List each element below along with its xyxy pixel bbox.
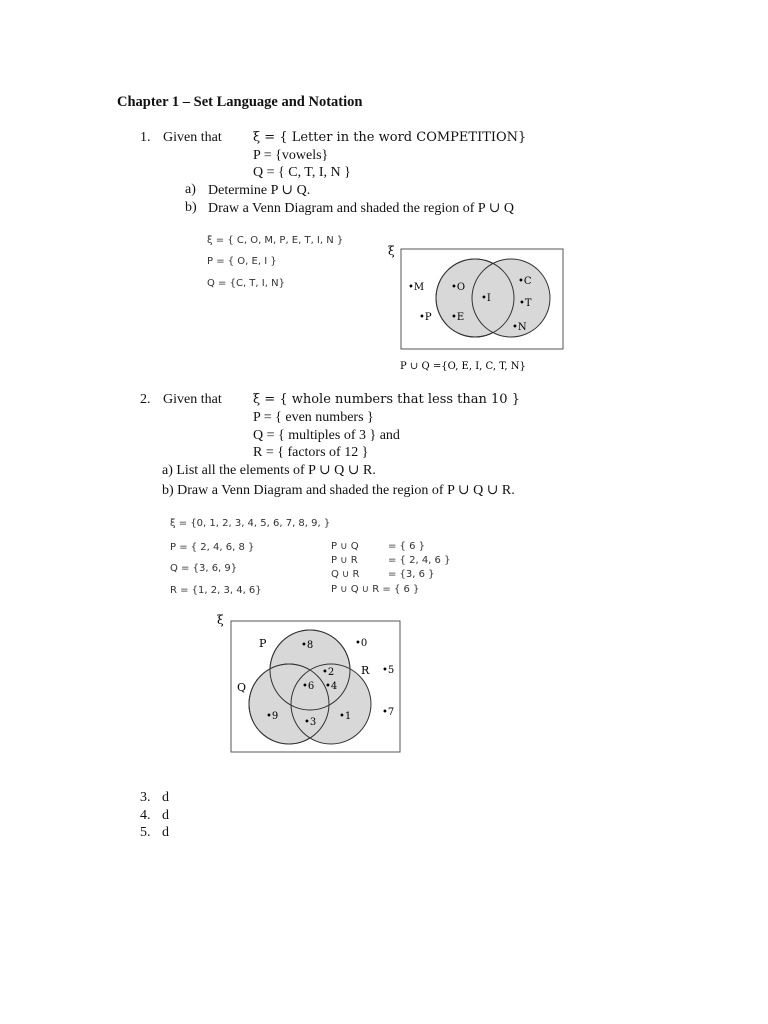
- page-title: Chapter 1 – Set Language and Notation: [117, 94, 363, 110]
- element-3: •3: [304, 717, 317, 728]
- working-set-p: P = { O, E, I }: [207, 256, 277, 267]
- element-8: •8: [301, 640, 314, 651]
- element-o: •O: [451, 282, 466, 293]
- question-number: 1.: [140, 130, 151, 145]
- part-a-text: a) List all the elements of P ∪ Q ∪ R.: [162, 463, 376, 478]
- item-number: 4.: [140, 808, 151, 823]
- universal-set-symbol: ξ: [217, 613, 224, 627]
- working-set-q: Q = {C, T, I, N}: [207, 278, 285, 289]
- set-q-label: Q: [237, 681, 247, 694]
- universal-set-definition: ξ = { Letter in the word COMPETITION}: [253, 130, 527, 145]
- union-caption: P ∪ Q ={O, E, I, C, T, N}: [400, 361, 526, 372]
- part-b-text: b) Draw a Venn Diagram and shaded the region of P ∪ Q ∪ R.: [162, 483, 515, 498]
- working-set-r: R = {1, 2, 3, 4, 6}: [170, 585, 262, 596]
- set-p-definition: P = { even numbers }: [253, 410, 374, 425]
- universal-set-symbol: ξ: [388, 244, 395, 258]
- working-p-union-q-value: = { 6 }: [388, 541, 426, 552]
- part-b-text: Draw a Venn Diagram and shaded the region of P ∪ Q: [208, 201, 515, 216]
- working-p-union-q-union-r: P ∪ Q ∪ R = { 6 }: [331, 584, 420, 595]
- part-a-label: a): [185, 182, 196, 197]
- element-e: •E: [451, 312, 465, 323]
- set-q-definition: Q = { multiples of 3 } and: [253, 428, 400, 443]
- element-6: •6: [302, 681, 315, 692]
- element-t: •T: [519, 298, 532, 309]
- item-number: 5.: [140, 825, 151, 840]
- universal-set-definition: ξ = { whole numbers that less than 10 }: [253, 392, 520, 407]
- venn-diagram-2: [215, 612, 410, 755]
- element-4: •4: [325, 681, 338, 692]
- element-n: •N: [512, 322, 527, 333]
- working-set-p: P = { 2, 4, 6, 8 }: [170, 542, 255, 553]
- working-p-union-q-label: P ∪ Q: [331, 541, 359, 552]
- set-p-definition: P = {vowels}: [253, 148, 329, 163]
- element-7: •7: [382, 707, 395, 718]
- set-q-definition: Q = { C, T, I, N }: [253, 165, 351, 180]
- element-m: •M: [408, 282, 425, 293]
- question-number: 2.: [140, 392, 151, 407]
- element-c: •C: [518, 276, 532, 287]
- element-9: •9: [266, 711, 279, 722]
- element-i: •I: [481, 293, 491, 304]
- part-b-label: b): [185, 200, 197, 215]
- item-number: 3.: [140, 790, 151, 805]
- working-p-union-r-value: = { 2, 4, 6 }: [388, 555, 451, 566]
- element-p: •P: [419, 312, 432, 323]
- part-a-text: Determine P ∪ Q.: [208, 183, 311, 198]
- element-5: •5: [382, 665, 395, 676]
- element-1: •1: [339, 711, 352, 722]
- item-text: d: [162, 825, 169, 840]
- element-0: •0: [355, 638, 368, 649]
- item-text: d: [162, 808, 169, 823]
- working-universal-set: ξ = { C, O, M, P, E, T, I, N }: [207, 235, 344, 246]
- item-text: d: [162, 790, 169, 805]
- set-r-definition: R = { factors of 12 }: [253, 445, 369, 460]
- working-p-union-r-label: P ∪ R: [331, 555, 358, 566]
- working-universal-set: ξ = {0, 1, 2, 3, 4, 5, 6, 7, 8, 9, }: [170, 518, 331, 529]
- working-q-union-r-value: = {3, 6 }: [388, 569, 435, 580]
- set-p-label: P: [259, 637, 267, 650]
- venn-diagram-1: [385, 240, 575, 375]
- given-label: Given that: [163, 392, 222, 407]
- working-q-union-r-label: Q ∪ R: [331, 569, 360, 580]
- set-r-label: R: [361, 664, 370, 677]
- element-2: •2: [322, 667, 335, 678]
- given-label: Given that: [163, 130, 222, 145]
- working-set-q: Q = {3, 6, 9}: [170, 563, 238, 574]
